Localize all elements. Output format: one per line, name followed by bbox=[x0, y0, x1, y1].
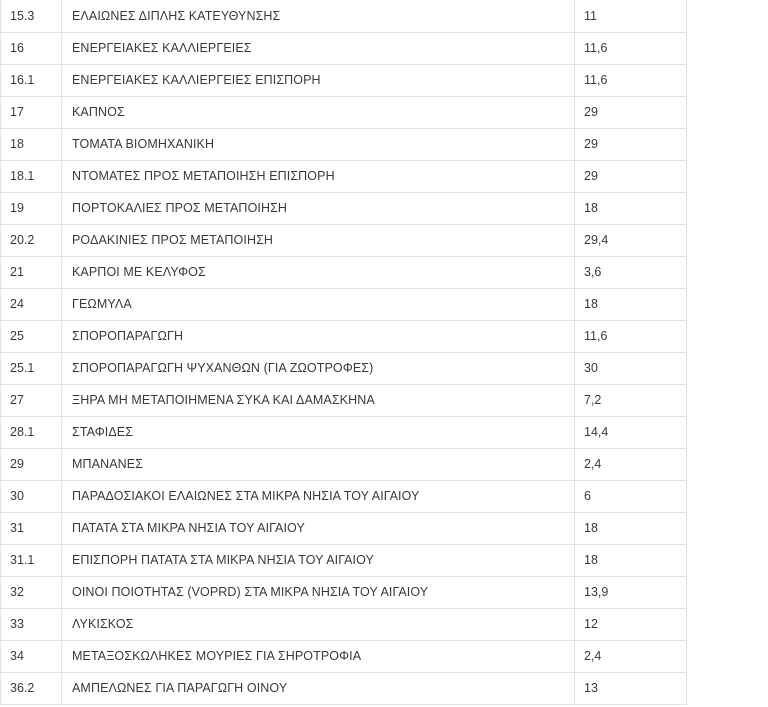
cell-value: 2,4 bbox=[575, 640, 687, 672]
cell-code: 36.2 bbox=[1, 672, 62, 704]
cell-value: 6 bbox=[575, 480, 687, 512]
cell-value: 11,6 bbox=[575, 64, 687, 96]
cell-value: 18 bbox=[575, 544, 687, 576]
table-body bbox=[1, 0, 687, 704]
table-row bbox=[1, 608, 687, 640]
cell-name: ΕΝΕΡΓΕΙΑΚΕΣ ΚΑΛΛΙΕΡΓΕΙΕΣ bbox=[62, 32, 575, 64]
cell-name: ΟΙΝΟΙ ΠΟΙΟΤΗΤΑΣ (VOPRD) ΣΤΑ ΜΙΚΡΑ ΝΗΣΙΑ ΤΟΥ ΑΙΓΑΙΟΥ bbox=[62, 576, 575, 608]
cell-value: 18 bbox=[575, 192, 687, 224]
table-row bbox=[1, 672, 687, 704]
cell-code: 19 bbox=[1, 192, 62, 224]
cell-code: 28.1 bbox=[1, 416, 62, 448]
cell-code: 20.2 bbox=[1, 224, 62, 256]
cell-code: 18.1 bbox=[1, 160, 62, 192]
table-row bbox=[1, 512, 687, 544]
table-row bbox=[1, 384, 687, 416]
table-row bbox=[1, 256, 687, 288]
cell-name: ΕΛΑΙΩΝΕΣ ΔΙΠΛΗΣ ΚΑΤΕΥΘΥΝΣΗΣ bbox=[62, 0, 575, 32]
cell-value: 14,4 bbox=[575, 416, 687, 448]
table-row bbox=[1, 224, 687, 256]
cell-value: 29 bbox=[575, 160, 687, 192]
table-row bbox=[1, 160, 687, 192]
cell-value: 18 bbox=[575, 512, 687, 544]
cell-name: ΠΑΤΑΤΑ ΣΤΑ ΜΙΚΡΑ ΝΗΣΙΑ ΤΟΥ ΑΙΓΑΙΟΥ bbox=[62, 512, 575, 544]
cell-name: ΝΤΟΜΑΤΕΣ ΠΡΟΣ ΜΕΤΑΠΟΙΗΣΗ ΕΠΙΣΠΟΡΗ bbox=[62, 160, 575, 192]
cell-code: 27 bbox=[1, 384, 62, 416]
cell-value: 7,2 bbox=[575, 384, 687, 416]
cell-name: ΓΕΩΜΥΛΑ bbox=[62, 288, 575, 320]
cell-value: 11,6 bbox=[575, 320, 687, 352]
cell-code: 31 bbox=[1, 512, 62, 544]
cell-value: 2,4 bbox=[575, 448, 687, 480]
cell-name: ΚΑΡΠΟΙ ΜΕ ΚΕΛΥΦΟΣ bbox=[62, 256, 575, 288]
cell-name: ΛΥΚΙΣΚΟΣ bbox=[62, 608, 575, 640]
cell-code: 16.1 bbox=[1, 64, 62, 96]
cell-name: ΣΠΟΡΟΠΑΡΑΓΩΓΗ ΨΥΧΑΝΘΩΝ (ΓΙΑ ΖΩΟΤΡΟΦΕΣ) bbox=[62, 352, 575, 384]
cell-code: 29 bbox=[1, 448, 62, 480]
cell-name: ΤΟΜΑΤΑ ΒΙΟΜΗΧΑΝΙΚΗ bbox=[62, 128, 575, 160]
cell-name: ΣΤΑΦΙΔΕΣ bbox=[62, 416, 575, 448]
cell-value: 3,6 bbox=[575, 256, 687, 288]
cell-name: ΕΠΙΣΠΟΡΗ ΠΑΤΑΤΑ ΣΤΑ ΜΙΚΡΑ ΝΗΣΙΑ ΤΟΥ ΑΙΓΑΙΟΥ bbox=[62, 544, 575, 576]
cell-name: ΚΑΠΝΟΣ bbox=[62, 96, 575, 128]
cell-value: 29 bbox=[575, 128, 687, 160]
cell-code: 15.3 bbox=[1, 0, 62, 32]
cell-name: ΞΗΡΑ ΜΗ ΜΕΤΑΠΟΙΗΜΕΝΑ ΣΥΚΑ ΚΑΙ ΔΑΜΑΣΚΗΝΑ bbox=[62, 384, 575, 416]
table-row bbox=[1, 96, 687, 128]
cell-code: 31.1 bbox=[1, 544, 62, 576]
cell-code: 16 bbox=[1, 32, 62, 64]
cell-name: ΑΜΠΕΛΩΝΕΣ ΓΙΑ ΠΑΡΑΓΩΓΗ ΟΙΝΟΥ bbox=[62, 672, 575, 704]
cell-value: 13 bbox=[575, 672, 687, 704]
cell-code: 25 bbox=[1, 320, 62, 352]
cell-code: 34 bbox=[1, 640, 62, 672]
cell-code: 25.1 bbox=[1, 352, 62, 384]
table-row bbox=[1, 0, 687, 32]
table-row bbox=[1, 480, 687, 512]
table-row bbox=[1, 32, 687, 64]
table-row bbox=[1, 288, 687, 320]
table-row bbox=[1, 544, 687, 576]
cell-value: 18 bbox=[575, 288, 687, 320]
cell-name: ΠΑΡΑΔΟΣΙΑΚΟΙ ΕΛΑΙΩΝΕΣ ΣΤΑ ΜΙΚΡΑ ΝΗΣΙΑ ΤΟΥ ΑΙΓΑΙΟΥ bbox=[62, 480, 575, 512]
table-row bbox=[1, 320, 687, 352]
table-row bbox=[1, 128, 687, 160]
cell-value: 30 bbox=[575, 352, 687, 384]
cell-name: ΕΝΕΡΓΕΙΑΚΕΣ ΚΑΛΛΙΕΡΓΕΙΕΣ ΕΠΙΣΠΟΡΗ bbox=[62, 64, 575, 96]
cell-name: ΠΟΡΤΟΚΑΛΙΕΣ ΠΡΟΣ ΜΕΤΑΠΟΙΗΣΗ bbox=[62, 192, 575, 224]
table-row bbox=[1, 64, 687, 96]
table-row bbox=[1, 448, 687, 480]
table-row bbox=[1, 192, 687, 224]
cell-code: 21 bbox=[1, 256, 62, 288]
cell-name: ΡΟΔΑΚΙΝΙΕΣ ΠΡΟΣ ΜΕΤΑΠΟΙΗΣΗ bbox=[62, 224, 575, 256]
cell-value: 12 bbox=[575, 608, 687, 640]
cell-code: 33 bbox=[1, 608, 62, 640]
cell-value: 11 bbox=[575, 0, 687, 32]
cell-code: 18 bbox=[1, 128, 62, 160]
table-row bbox=[1, 576, 687, 608]
cell-value: 29 bbox=[575, 96, 687, 128]
table-row bbox=[1, 416, 687, 448]
cell-value: 11,6 bbox=[575, 32, 687, 64]
cell-name: ΣΠΟΡΟΠΑΡΑΓΩΓΗ bbox=[62, 320, 575, 352]
cell-value: 13,9 bbox=[575, 576, 687, 608]
table-row bbox=[1, 352, 687, 384]
cell-code: 17 bbox=[1, 96, 62, 128]
cell-code: 32 bbox=[1, 576, 62, 608]
cell-code: 30 bbox=[1, 480, 62, 512]
cell-name: ΜΠΑΝΑΝΕΣ bbox=[62, 448, 575, 480]
table-row bbox=[1, 640, 687, 672]
cell-value: 29,4 bbox=[575, 224, 687, 256]
cell-code: 24 bbox=[1, 288, 62, 320]
cell-name: ΜΕΤΑΞΟΣΚΩΛΗΚΕΣ ΜΟΥΡΙΕΣ ΓΙΑ ΣΗΡΟΤΡΟΦΙΑ bbox=[62, 640, 575, 672]
